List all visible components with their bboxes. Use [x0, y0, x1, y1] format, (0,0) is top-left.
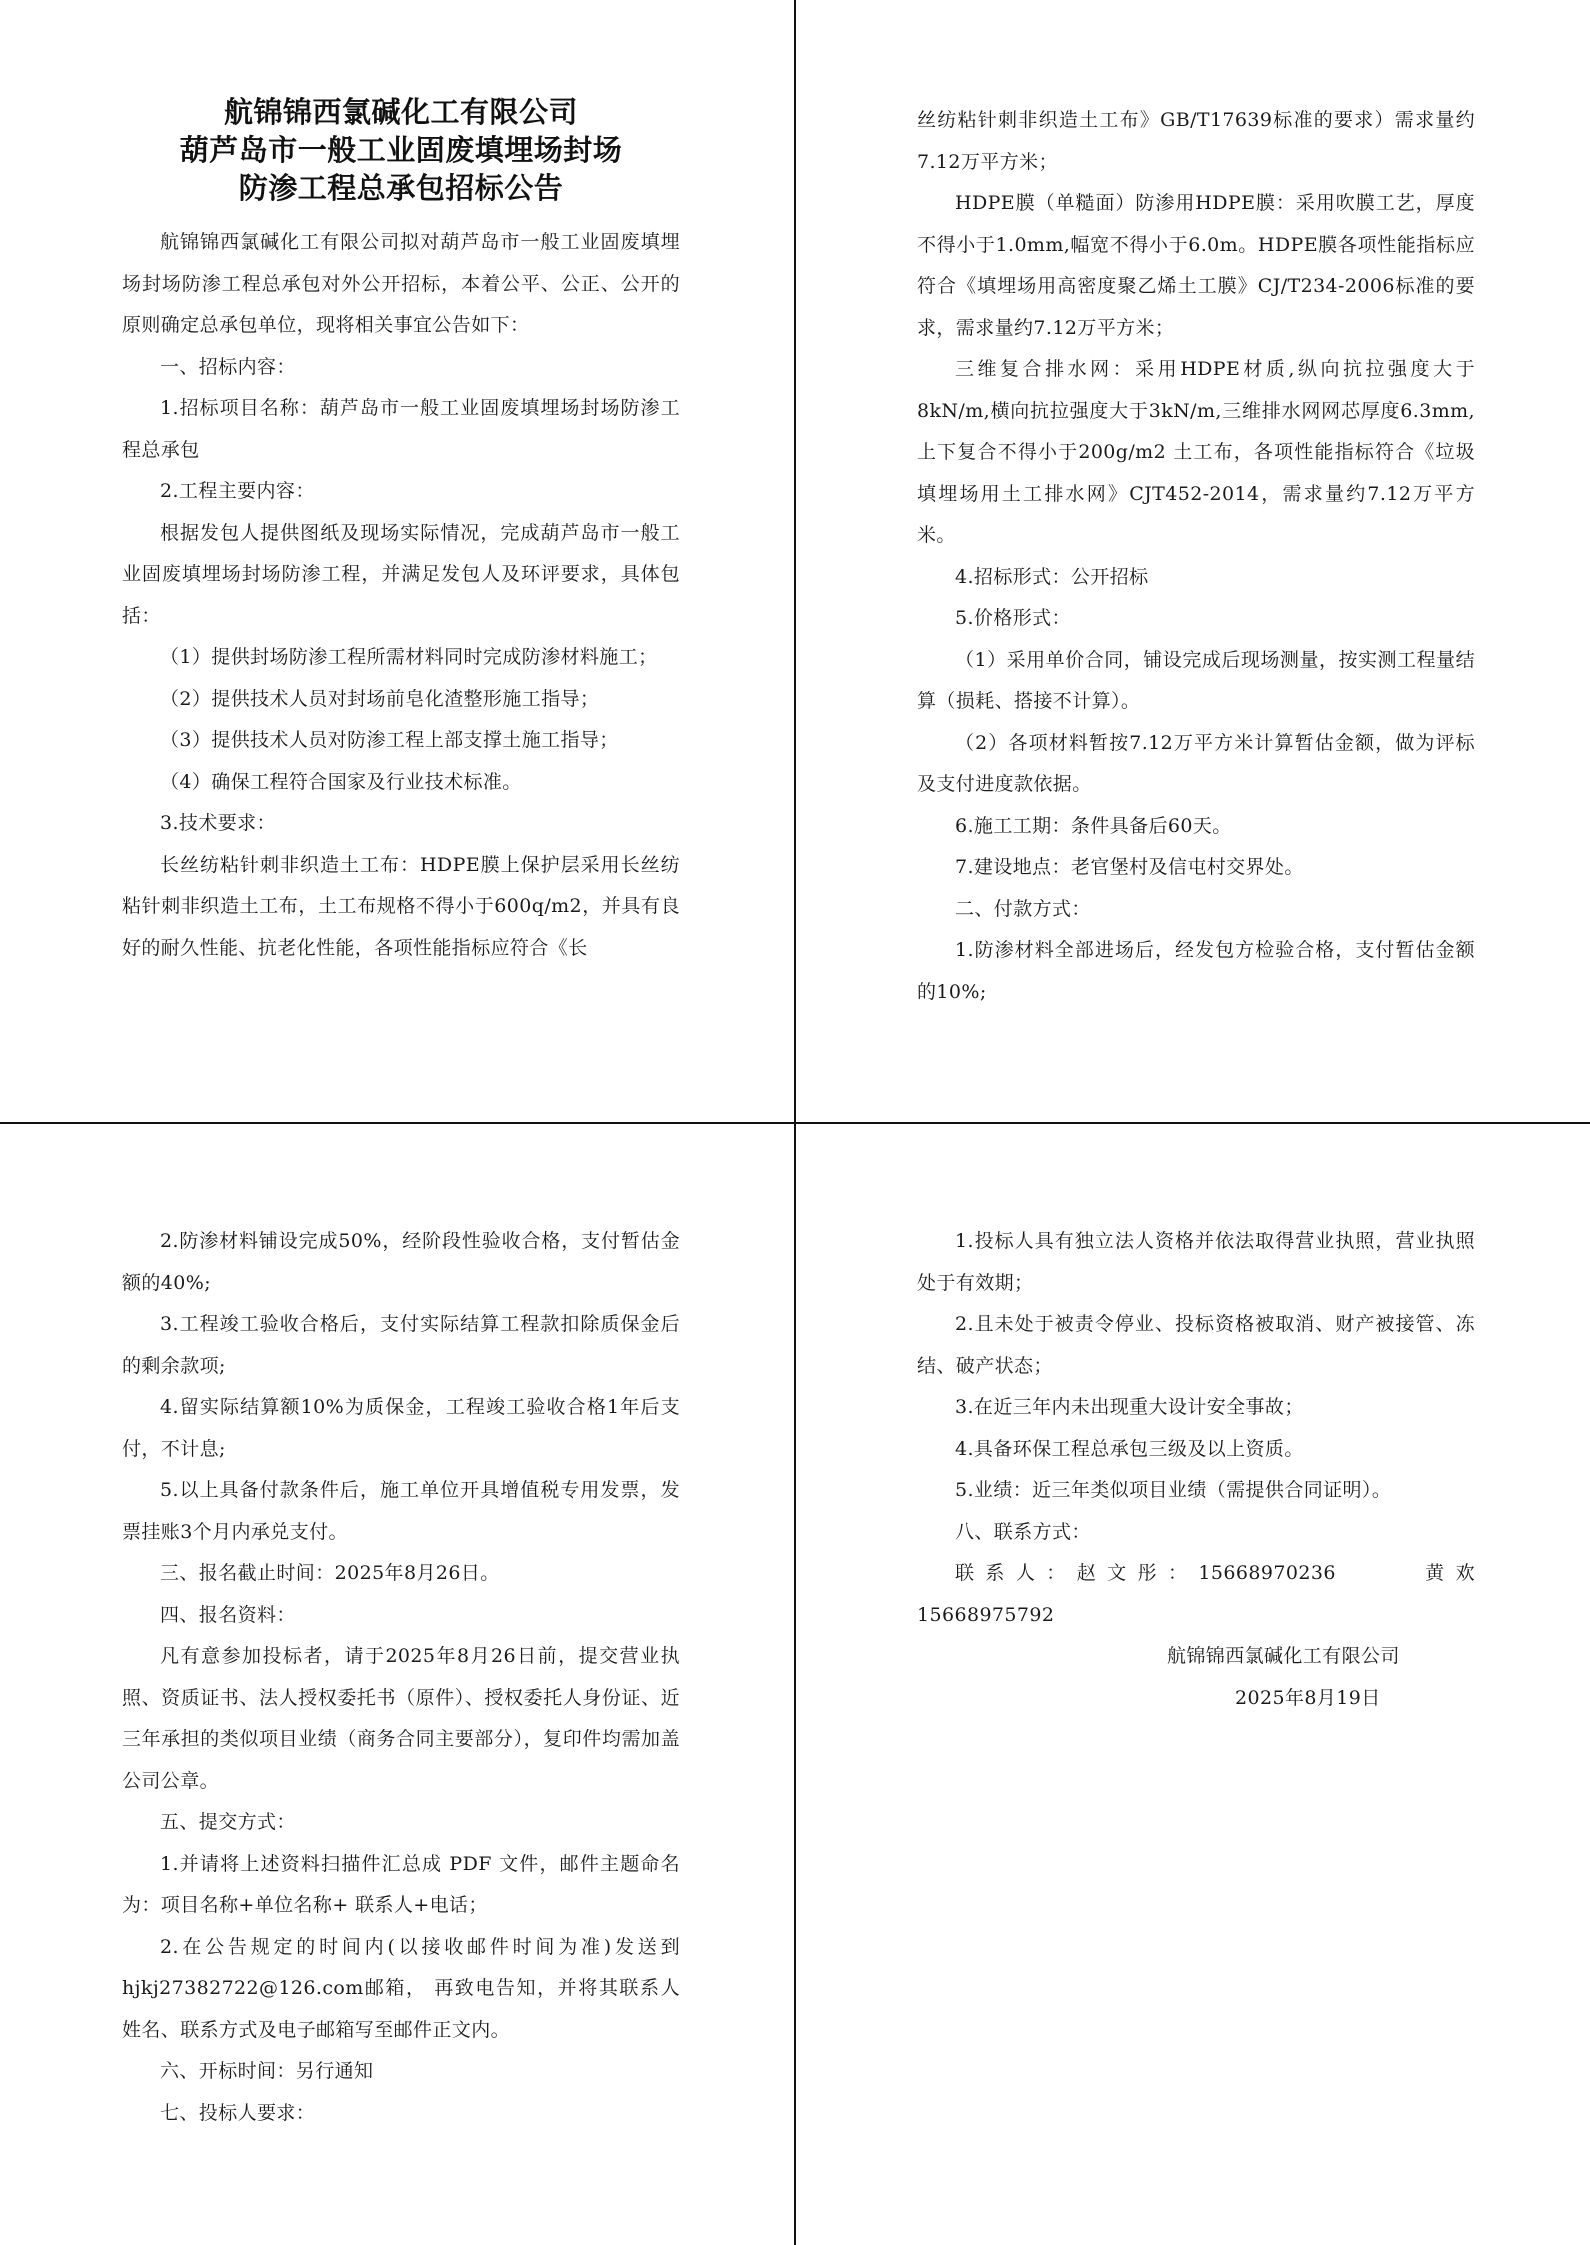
page-4 — [917, 1221, 1475, 1719]
submit-method-1: 1.并请将上述资料扫描件汇总成 PDF 文件，邮件主题命名为：项目名称+单位名称+ 联系人+电话； — [122, 1852, 680, 1916]
sub-item-1: （1）提供封场防渗工程所需材料同时完成防渗材料施工； — [160, 646, 658, 668]
item-7: 7.建设地点：老官堡村及信屯村交界处。 — [955, 856, 1304, 878]
item-6: 6.施工工期：条件具备后60天。 — [955, 814, 1232, 837]
section-6: 六、开标时间：另行通知 — [160, 2060, 374, 2082]
payment-5: 5.以上具备付款条件后，施工单位开具增值税专用发票，发票挂账3个月内承兑支付。 — [122, 1479, 680, 1543]
title-block — [122, 93, 680, 207]
price-form-1: （1）采用单价合同，铺设完成后现场测量，按实测工程量结算（损耗、搭接不计算）。 — [917, 648, 1475, 712]
section-2-heading: 二、付款方式： — [955, 897, 1091, 920]
geotextile-continuation: 丝纺粘针刺非织造土工布》GB/T17639标准的要求）需求量约7.12万平方米； — [917, 109, 1475, 173]
requirement-5: 5.业绩：近三年类似项目业绩（需提供合同证明）。 — [955, 1479, 1392, 1501]
section-3: 三、报名截止时间：2025年8月26日。 — [160, 1562, 500, 1584]
page-3 — [122, 1221, 680, 2134]
title-line-3: 防渗工程总承包招标公告 — [238, 171, 564, 205]
requirement-1: 1.投标人具有独立法人资格并依法取得营业执照，营业执照处于有效期； — [917, 1230, 1475, 1294]
price-form-2: （2）各项材料暂按7.12万平方米计算暂估金额，做为评标及支付进度款依据。 — [917, 731, 1475, 795]
section-8-heading: 八、联系方式： — [955, 1520, 1091, 1543]
horizontal-divider — [0, 1122, 1590, 1124]
title-line-1: 航锦锦西氯碱化工有限公司 — [223, 95, 578, 129]
title-line-2: 葫芦岛市一般工业固废填埋场封场 — [179, 133, 623, 167]
item-3-heading: 3.技术要求： — [160, 812, 276, 834]
requirement-4: 4.具备环保工程总承包三级及以上资质。 — [955, 1437, 1304, 1460]
sub-item-2: （2）提供技术人员对封场前皂化渣整形施工指导； — [160, 687, 600, 710]
section-1-heading: 一、招标内容： — [160, 355, 296, 378]
page-1 — [122, 93, 680, 969]
payment-2: 2.防渗材料铺设完成50%，经阶段性验收合格，支付暂估金额的40%; — [122, 1230, 680, 1294]
section-7-heading: 七、投标人要求： — [160, 2101, 316, 2124]
intro-paragraph: 航锦锦西氯碱化工有限公司拟对葫芦岛市一般工业固废填埋场封场防渗工程总承包对外公开招标，本着公平、公正、公开的原则确定总承包单位，现将相关事宜公告如下： — [122, 231, 680, 336]
drainage-net-spec: 三维复合排水网：采用HDPE材质,纵向抗拉强度大于8kN/m,横向抗拉强度大于3kN/m,三维排水网网芯厚度6.3mm,上下复合不得小于200g/m2 土工布，各项性能指标符合《垃圾填埋场用土工排水网》CJT452-2014，需求量约7.12万平方米。 — [917, 358, 1475, 546]
section-4-heading: 四、报名资料： — [160, 1603, 296, 1626]
section-4-text: 凡有意参加投标者，请于2025年8月26日前，提交营业执照、资质证书、法人授权委托书（原件）、授权委托人身份证、近三年承担的类似项目业绩（商务合同主要部分），复印件均需加盖公司公章。 — [122, 1645, 680, 1792]
sub-item-3: （3）提供技术人员对防渗工程上部支撑土施工指导； — [160, 729, 619, 751]
signature-company: 航锦锦西氯碱化工有限公司 — [1167, 1645, 1400, 1667]
payment-3: 3.工程竣工验收合格后，支付实际结算工程款扣除质保金后的剩余款项; — [122, 1313, 680, 1377]
item-5-heading: 5.价格形式： — [955, 607, 1071, 629]
payment-1: 1.防渗材料全部进场后，经发包方检验合格，支付暂估金额的10%; — [917, 939, 1475, 1003]
section-5-heading: 五、提交方式： — [160, 1811, 296, 1833]
sub-item-4: （4）确保工程符合国家及行业技术标准。 — [160, 770, 522, 793]
hdpe-membrane-spec: HDPE膜（单糙面）防渗用HDPE膜：采用吹膜工艺，厚度不得小于1.0mm,幅宽不得小于6.0m。HDPE膜各项性能指标应符合《填埋场用高密度聚乙烯土工膜》CJ/T234-2006标准的要求，需求量约7.12万平方米； — [917, 192, 1475, 339]
item-3-text: 长丝纺粘针刺非织造土工布：HDPE膜上保护层采用长丝纺粘针刺非织造土工布，土工布规格不得小于600q/m2，并具有良好的耐久性能、抗老化性能，各项性能指标应符合《长 — [122, 853, 680, 959]
payment-4: 4.留实际结算额10%为质保金，工程竣工验收合格1年后支付，不计息; — [122, 1396, 680, 1460]
item-1: 1.招标项目名称：葫芦岛市一般工业固废填埋场封场防渗工程总承包 — [122, 397, 680, 461]
requirement-2: 2.且未处于被责令停业、投标资格被取消、财产被接管、冻结、破产状态； — [917, 1313, 1475, 1377]
signature-date: 2025年8月19日 — [1235, 1686, 1381, 1709]
submit-method-2: 2.在公告规定的时间内(以接收邮件时间为准)发送到hjkj27382722@126.com邮箱， 再致电告知，并将其联系人姓名、联系方式及电子邮箱写至邮件正文内。 — [122, 1935, 680, 2041]
page-2 — [917, 100, 1475, 1013]
item-2-text: 根据发包人提供图纸及现场实际情况，完成葫芦岛市一般工业固废填埋场封场防渗工程，并满足发包人及环评要求，具体包括： — [122, 521, 680, 627]
contact-info: 联系人：赵文彤：15668970236 黄欢 15668975792 — [917, 1562, 1475, 1626]
item-4: 4.招标形式：公开招标 — [955, 565, 1149, 588]
requirement-3: 3.在近三年内未出现重大设计安全事故； — [955, 1396, 1304, 1418]
item-2-heading: 2.工程主要内容： — [160, 480, 315, 502]
